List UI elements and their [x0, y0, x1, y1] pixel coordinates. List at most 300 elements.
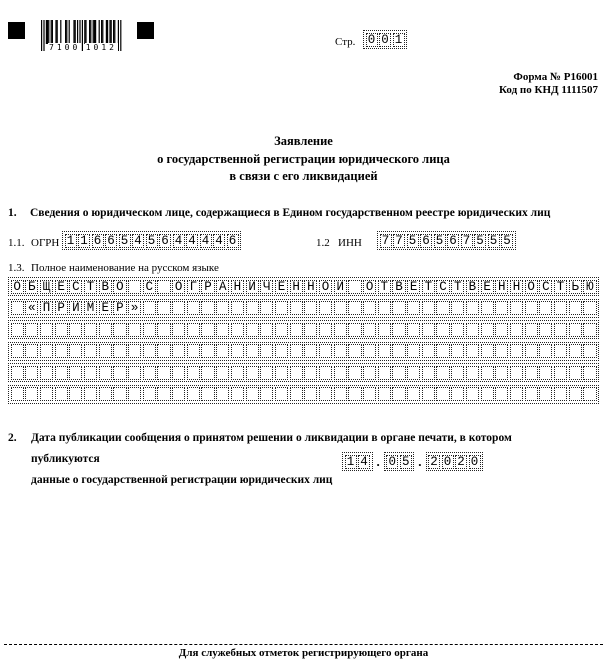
char-cell [392, 387, 405, 401]
char-cell: 1 [393, 33, 405, 47]
char-cell [510, 301, 523, 315]
char-cell: 5 [146, 234, 158, 248]
char-cell: Н [510, 280, 523, 294]
date-year-field[interactable] [426, 452, 484, 471]
char-cell [216, 323, 229, 337]
char-cell [554, 387, 567, 401]
company-name-row-3[interactable] [8, 320, 599, 339]
char-cell [407, 323, 420, 337]
char-cell [11, 387, 24, 401]
char-cell [231, 301, 244, 315]
section2-text-line1: Дата публикации сообщения о принятом решении о ликвидации в органе печати, в котором публикуются [31, 432, 512, 465]
char-cell [436, 344, 449, 358]
char-cell [290, 387, 303, 401]
char-cell [422, 387, 435, 401]
char-cell [334, 323, 347, 337]
char-cell: Щ [40, 280, 53, 294]
char-cell [466, 366, 479, 380]
char-cell [201, 323, 214, 337]
char-cell: 6 [105, 234, 117, 248]
char-cell [495, 387, 508, 401]
ogrn-number: 1.1. [8, 237, 25, 249]
char-cell [525, 301, 538, 315]
char-cell [246, 387, 259, 401]
char-cell [495, 323, 508, 337]
date-day-field[interactable] [342, 452, 373, 471]
anchor-square-left [8, 22, 25, 39]
char-cell [69, 344, 82, 358]
char-cell [510, 387, 523, 401]
char-cell [554, 301, 567, 315]
char-cell [510, 323, 523, 337]
char-cell [84, 387, 97, 401]
char-cell: Г [187, 280, 200, 294]
section1-heading: Сведения о юридическом лице, содержащиеся в Едином государственном реестре юридических лиц [30, 207, 551, 219]
char-cell: 6 [159, 234, 171, 248]
char-cell: Т [84, 280, 97, 294]
char-cell [348, 301, 361, 315]
char-cell: 1 [345, 455, 357, 469]
char-cell: Н [231, 280, 244, 294]
company-name-row-2[interactable] [8, 299, 599, 318]
char-cell: 0 [469, 455, 481, 469]
char-cell: О [11, 280, 24, 294]
char-cell [539, 323, 552, 337]
char-cell: 7 [393, 234, 405, 248]
char-cell: Е [55, 280, 68, 294]
char-cell [113, 323, 126, 337]
char-cell [290, 366, 303, 380]
char-cell [539, 387, 552, 401]
char-cell [172, 323, 185, 337]
char-cell [55, 344, 68, 358]
char-cell: 7 [380, 234, 392, 248]
char-cell [25, 323, 38, 337]
char-cell [436, 387, 449, 401]
char-cell: 4 [132, 234, 144, 248]
char-cell [554, 323, 567, 337]
char-cell [495, 366, 508, 380]
char-cell: 6 [447, 234, 459, 248]
char-cell [260, 344, 273, 358]
ogrn-label: ОГРН [31, 237, 60, 249]
char-cell: Ь [569, 280, 582, 294]
char-cell [128, 280, 141, 294]
char-cell [157, 387, 170, 401]
char-cell [157, 366, 170, 380]
title-line-2: о государственной регистрации юридического лица [157, 151, 450, 166]
char-cell [99, 366, 112, 380]
char-cell: О [172, 280, 185, 294]
char-cell [334, 366, 347, 380]
char-cell [525, 344, 538, 358]
char-cell [334, 344, 347, 358]
char-cell [157, 280, 170, 294]
char-cell [569, 366, 582, 380]
char-cell [363, 323, 376, 337]
char-cell: Н [495, 280, 508, 294]
char-cell [348, 366, 361, 380]
char-cell: 0 [386, 455, 398, 469]
inn-label: ИНН [338, 237, 362, 249]
company-name-row-6[interactable] [8, 385, 599, 404]
char-cell [231, 344, 244, 358]
section1-number: 1. [8, 207, 17, 219]
char-cell [569, 301, 582, 315]
char-cell [260, 366, 273, 380]
char-cell: « [25, 301, 38, 315]
char-cell [319, 323, 332, 337]
char-cell: С [69, 280, 82, 294]
char-cell [216, 301, 229, 315]
name-number: 1.3. [8, 262, 25, 274]
char-cell [275, 344, 288, 358]
char-cell [392, 323, 405, 337]
char-cell [378, 366, 391, 380]
char-cell: 6 [420, 234, 432, 248]
char-cell [69, 366, 82, 380]
char-cell [99, 323, 112, 337]
char-cell: Р [55, 301, 68, 315]
char-cell [481, 387, 494, 401]
char-cell [275, 387, 288, 401]
char-cell [348, 280, 361, 294]
char-cell [187, 366, 200, 380]
char-cell [143, 387, 156, 401]
char-cell [40, 323, 53, 337]
char-cell [392, 366, 405, 380]
anchor-square-right [137, 22, 154, 39]
form-id-block [499, 71, 598, 97]
char-cell [481, 323, 494, 337]
char-cell: 6 [92, 234, 104, 248]
knd-code: Код по КНД 1111507 [498, 84, 598, 96]
char-cell [481, 344, 494, 358]
char-cell [128, 344, 141, 358]
char-cell [231, 387, 244, 401]
title-line-3: в связи с его ликвидацией [229, 169, 378, 183]
char-cell [407, 344, 420, 358]
char-cell [422, 323, 435, 337]
char-cell [172, 344, 185, 358]
company-name-row-4[interactable] [8, 342, 599, 361]
barcode-digits-left: 7100 [49, 43, 81, 52]
char-cell: Р [201, 280, 214, 294]
char-cell [187, 387, 200, 401]
barcode-digits [40, 43, 124, 52]
char-cell [275, 301, 288, 315]
char-cell [348, 323, 361, 337]
char-cell [260, 323, 273, 337]
char-cell [55, 387, 68, 401]
char-cell: О [525, 280, 538, 294]
char-cell [481, 366, 494, 380]
char-cell: А [216, 280, 229, 294]
char-cell: О [319, 280, 332, 294]
char-cell: Й [334, 280, 347, 294]
char-cell [84, 344, 97, 358]
char-cell [334, 387, 347, 401]
char-cell [525, 387, 538, 401]
char-cell [451, 387, 464, 401]
char-cell [407, 301, 420, 315]
char-cell [290, 344, 303, 358]
char-cell: С [143, 280, 156, 294]
char-cell [157, 301, 170, 315]
char-cell [422, 344, 435, 358]
char-cell [143, 366, 156, 380]
char-cell: 1 [78, 234, 90, 248]
char-cell [583, 323, 596, 337]
char-cell [422, 301, 435, 315]
char-cell: 5 [488, 234, 500, 248]
char-cell [11, 344, 24, 358]
char-cell [172, 387, 185, 401]
char-cell [436, 323, 449, 337]
char-cell: Т [378, 280, 391, 294]
char-cell [495, 301, 508, 315]
char-cell [304, 387, 317, 401]
char-cell [348, 387, 361, 401]
char-cell [378, 387, 391, 401]
char-cell [304, 366, 317, 380]
char-cell: Т [554, 280, 567, 294]
char-cell: 5 [119, 234, 131, 248]
char-cell [510, 344, 523, 358]
char-cell [99, 344, 112, 358]
char-cell: 0 [442, 455, 454, 469]
char-cell [40, 366, 53, 380]
char-cell [319, 366, 332, 380]
char-cell [69, 387, 82, 401]
char-cell [466, 387, 479, 401]
char-cell: 5 [474, 234, 486, 248]
char-cell [143, 301, 156, 315]
char-cell [231, 323, 244, 337]
char-cell: И [246, 280, 259, 294]
section2-number: 2. [8, 432, 17, 444]
char-cell [510, 366, 523, 380]
char-cell [113, 387, 126, 401]
char-cell: В [392, 280, 405, 294]
date-separator: . [376, 453, 380, 469]
company-name-row-1[interactable] [8, 277, 599, 296]
char-cell [451, 301, 464, 315]
char-cell [157, 344, 170, 358]
char-cell [466, 323, 479, 337]
company-name-row-5[interactable] [8, 363, 599, 382]
char-cell: 4 [213, 234, 225, 248]
char-cell [25, 387, 38, 401]
char-cell [451, 366, 464, 380]
char-cell: 4 [186, 234, 198, 248]
ogrn-field[interactable] [62, 231, 241, 250]
char-cell [319, 387, 332, 401]
char-cell: Е [481, 280, 494, 294]
char-cell [201, 301, 214, 315]
char-cell [187, 323, 200, 337]
char-cell [407, 366, 420, 380]
char-cell [363, 366, 376, 380]
section2-text-line2: данные о государственной регистрации юридических лиц [31, 474, 333, 486]
char-cell [495, 344, 508, 358]
char-cell [583, 301, 596, 315]
char-cell [128, 366, 141, 380]
char-cell: 5 [501, 234, 513, 248]
char-cell: 5 [400, 455, 412, 469]
char-cell [99, 387, 112, 401]
char-cell [260, 301, 273, 315]
char-cell [25, 366, 38, 380]
char-cell [11, 323, 24, 337]
char-cell [113, 344, 126, 358]
char-cell [451, 344, 464, 358]
char-cell [290, 323, 303, 337]
char-cell [172, 301, 185, 315]
char-cell [143, 344, 156, 358]
char-cell [348, 344, 361, 358]
char-cell [231, 366, 244, 380]
char-cell [481, 301, 494, 315]
char-cell [246, 301, 259, 315]
char-cell [363, 344, 376, 358]
char-cell [525, 366, 538, 380]
char-cell: О [363, 280, 376, 294]
char-cell [583, 387, 596, 401]
char-cell [407, 387, 420, 401]
name-label: Полное наименование на русском языке [31, 262, 219, 274]
char-cell [246, 366, 259, 380]
char-cell: Ю [583, 280, 596, 294]
char-cell [466, 344, 479, 358]
form-number: Форма № Р16001 [513, 71, 598, 83]
publication-date-field[interactable] [342, 452, 483, 471]
char-cell [246, 323, 259, 337]
char-cell [466, 301, 479, 315]
char-cell: Т [422, 280, 435, 294]
char-cell [304, 344, 317, 358]
char-cell: » [128, 301, 141, 315]
char-cell [128, 387, 141, 401]
char-cell [246, 344, 259, 358]
char-cell [451, 323, 464, 337]
char-cell [539, 366, 552, 380]
char-cell: 5 [407, 234, 419, 248]
char-cell: 6 [227, 234, 239, 248]
char-cell [569, 344, 582, 358]
char-cell: 0 [379, 33, 391, 47]
char-cell: В [466, 280, 479, 294]
char-cell: О [113, 280, 126, 294]
char-cell [378, 323, 391, 337]
page-number-field[interactable] [363, 30, 407, 49]
char-cell [25, 344, 38, 358]
char-cell: В [99, 280, 112, 294]
char-cell [216, 387, 229, 401]
char-cell [11, 301, 24, 315]
char-cell: 2 [428, 455, 440, 469]
char-cell [84, 323, 97, 337]
char-cell [201, 387, 214, 401]
char-cell [201, 344, 214, 358]
char-cell [187, 301, 200, 315]
char-cell [319, 301, 332, 315]
char-cell [40, 387, 53, 401]
page-label: Стр. [335, 36, 356, 48]
char-cell: Е [275, 280, 288, 294]
char-cell: 7 [461, 234, 473, 248]
char-cell [392, 344, 405, 358]
inn-field[interactable] [377, 231, 516, 250]
section2-text [31, 428, 576, 491]
char-cell [11, 366, 24, 380]
char-cell [69, 323, 82, 337]
char-cell [334, 301, 347, 315]
char-cell [422, 366, 435, 380]
char-cell: 4 [200, 234, 212, 248]
char-cell [569, 387, 582, 401]
char-cell [275, 366, 288, 380]
char-cell [363, 387, 376, 401]
char-cell [143, 323, 156, 337]
char-cell [157, 323, 170, 337]
char-cell: 0 [366, 33, 378, 47]
char-cell [187, 344, 200, 358]
char-cell [583, 344, 596, 358]
char-cell: Р [113, 301, 126, 315]
char-cell [275, 323, 288, 337]
service-marks-note: Для служебных отметок регистрирующего органа [178, 647, 429, 659]
char-cell: М [84, 301, 97, 315]
char-cell [40, 344, 53, 358]
char-cell [378, 301, 391, 315]
form-barcode [40, 20, 124, 54]
char-cell [290, 301, 303, 315]
date-month-field[interactable] [384, 452, 415, 471]
char-cell [260, 387, 273, 401]
char-cell: Б [25, 280, 38, 294]
inn-number: 1.2 [316, 237, 330, 249]
char-cell [539, 344, 552, 358]
barcode-digits-right: 1012 [85, 43, 117, 52]
char-cell: Ч [260, 280, 273, 294]
form-title [0, 133, 607, 186]
char-cell [378, 344, 391, 358]
char-cell [216, 344, 229, 358]
char-cell: 5 [434, 234, 446, 248]
char-cell [363, 301, 376, 315]
company-name-grid [8, 277, 599, 406]
char-cell [216, 366, 229, 380]
char-cell: Т [451, 280, 464, 294]
char-cell: Н [290, 280, 303, 294]
char-cell [201, 366, 214, 380]
char-cell: 4 [358, 455, 370, 469]
char-cell: Е [99, 301, 112, 315]
title-line-1: Заявление [274, 134, 333, 148]
char-cell [304, 301, 317, 315]
char-cell [113, 366, 126, 380]
char-cell: 2 [455, 455, 467, 469]
char-cell: 1 [65, 234, 77, 248]
char-cell: П [40, 301, 53, 315]
char-cell [554, 366, 567, 380]
char-cell [55, 323, 68, 337]
char-cell: С [539, 280, 552, 294]
char-cell [55, 366, 68, 380]
char-cell [436, 301, 449, 315]
char-cell: И [69, 301, 82, 315]
